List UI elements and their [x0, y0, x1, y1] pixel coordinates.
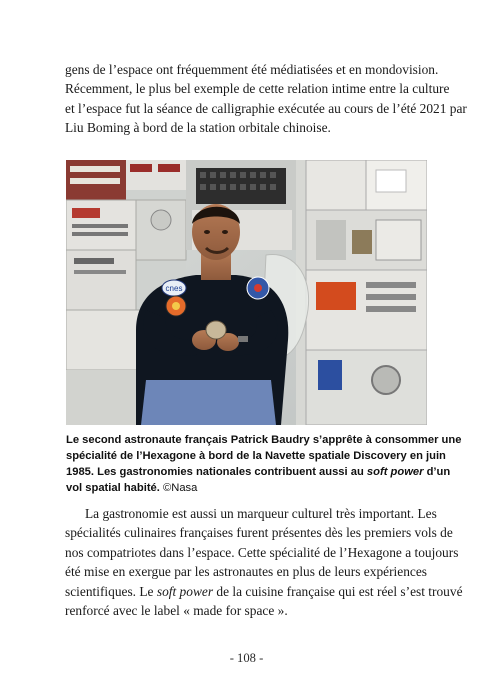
- body-line: La gastronomie est aussi un marqueur culturel très important. Les: [85, 506, 437, 521]
- page-number: - 108 -: [229, 651, 264, 665]
- caption-line: 1985. Les gastronomies nationales contribuent aussi au soft power d’un: [66, 466, 451, 478]
- body-line: scientifiques. Le soft power de la cuisine française qui est réel s’est trouvé: [65, 583, 463, 599]
- photo-credit: ©Nasa: [163, 482, 198, 494]
- caption-line: vol spatial habité. ©Nasa: [66, 482, 198, 494]
- cnes-patch-text: cnes: [165, 284, 183, 293]
- body-paragraph: [65, 504, 463, 620]
- intro-line: Liu Boming à bord de la station orbitale chinoise.: [65, 120, 331, 136]
- body-line: spécialités culinaires françaises furent présentes dès les premiers vols de: [65, 525, 453, 541]
- caption-line: Le second astronaute français Patrick Baudry s’apprête à consommer une: [66, 434, 462, 446]
- body-line: été mise en exergue par les astronautes en plus de leurs expériences: [65, 564, 427, 580]
- intro-paragraph: [65, 60, 467, 138]
- astronaut-photo: [66, 160, 427, 425]
- intro-line: gens de l’espace ont fréquemment été médiatisées et en mondovision.: [65, 62, 439, 77]
- body-line: renforcé avec le label « made for space ».: [65, 603, 288, 619]
- photo-caption: [66, 432, 462, 496]
- intro-line: Récemment, le plus bel exemple de cette relation intime entre la culture: [65, 81, 450, 97]
- intro-line: et l’espace fut la séance de calligraphie exécutée au cours de l’été 2021 par: [65, 100, 467, 116]
- body-line: nos compatriotes dans l’espace. Cette spécialité de l’Hexagone a toujours: [65, 544, 459, 560]
- caption-line: spécialité de l’Hexagone à bord de la Navette spatiale Discovery en juin: [66, 450, 446, 462]
